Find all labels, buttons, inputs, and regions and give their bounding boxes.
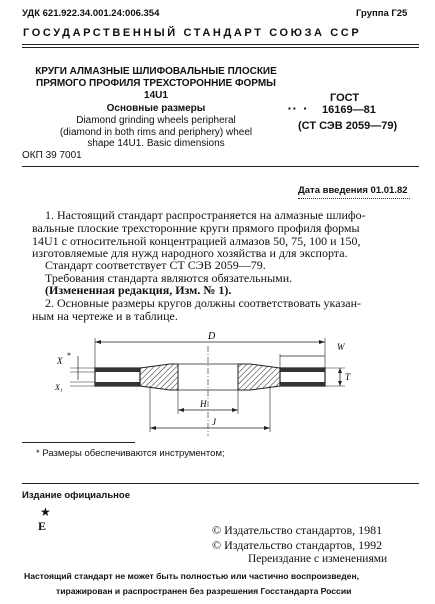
header-rule-top xyxy=(22,44,419,45)
footnote-rule xyxy=(22,442,135,443)
udk-code: УДК 621.922.34.001.24:006.354 xyxy=(22,8,160,19)
label-x1: X₁ xyxy=(55,383,63,392)
star-icon: ★ xyxy=(40,505,51,519)
copyright-1992: © Издательство стандартов, 1992 xyxy=(212,538,383,552)
gost-marks: ▪ ▪ ▪ xyxy=(288,104,307,113)
header-rule-bottom xyxy=(22,47,419,48)
official-edition: Издание официальное xyxy=(22,490,130,501)
copyright-notice-line1: Настоящий стандарт не может быть полностью или частично воспроизведен, xyxy=(24,571,360,581)
para1-line5: Стандарт соответствует СТ СЭВ 2059—79. xyxy=(45,258,266,272)
okp-rule xyxy=(22,166,419,167)
para1-line4: изготовляемые для нужд народного хозяйства и для экспорта. xyxy=(32,246,348,260)
label-t: T xyxy=(345,372,351,382)
state-standard-banner: ГОСУДАРСТВЕННЫЙ СТАНДАРТ СОЮЗА ССР xyxy=(23,27,362,39)
copyright-notice-line2: тиражирован и распространен без разрешения Госстандарта России xyxy=(56,586,352,596)
gost-number: 16169—81 xyxy=(322,104,376,116)
title-block-ru xyxy=(22,66,290,150)
label-h: H xyxy=(200,399,207,409)
footer-rule xyxy=(22,483,419,484)
okp-code: ОКП 39 7001 xyxy=(22,150,82,161)
title-ru-line1: КРУГИ АЛМАЗНЫЕ ШЛИФОВАЛЬНЫЕ ПЛОСКИЕ xyxy=(35,66,277,77)
para1-amendment: (Измененная редакция, Изм. № 1). xyxy=(45,283,232,297)
label-d: D xyxy=(208,331,216,342)
para2-line1: 2. Основные размеры кругов должны соответствовать указан- xyxy=(45,296,362,310)
sev-number: (СТ СЭВ 2059—79) xyxy=(298,120,398,132)
para1-line2: вальные плоские трехсторонние круги прямого профиля формы xyxy=(32,221,360,235)
label-x: X xyxy=(57,356,63,366)
footnote: * Размеры обеспечиваются инструментом; xyxy=(36,448,225,459)
title-ru-line3: 14U1 xyxy=(144,90,168,101)
intro-date: Дата введения 01.01.82 xyxy=(298,185,408,196)
para1-line1: 1. Настоящий стандарт распространяется на алмазные шлифо- xyxy=(45,208,366,222)
title-en-line1: Diamond grinding wheels peripheral xyxy=(76,115,236,126)
group-code: Группа Г25 xyxy=(356,8,408,19)
label-x-star: * xyxy=(67,351,71,360)
reissue-note: Переиздание с изменениями xyxy=(248,553,388,565)
wheel-drawing xyxy=(0,328,435,438)
title-ru-subtitle: Основные размеры xyxy=(106,103,206,114)
label-j: J xyxy=(212,417,216,427)
gost-label: ГОСТ xyxy=(330,92,360,104)
intro-date-underline xyxy=(298,198,410,199)
para1-line3: 14U1 с относительной концентрацией алмазов 50, 75, 100 и 150, xyxy=(32,234,361,248)
title-ru-line2: ПРЯМОГО ПРОФИЛЯ ТРЕХСТОРОННИЕ ФОРМЫ xyxy=(36,78,276,89)
title-en-line2: (diamond in both rims and periphery) wheel xyxy=(59,126,253,138)
edition-letter: Е xyxy=(38,519,47,533)
title-en-line3: shape 14U1. Basic dimensions xyxy=(87,138,225,149)
para2-line2: ным на чертеже и в таблице. xyxy=(32,309,178,323)
copyright-1981: © Издательство стандартов, 1981 xyxy=(212,523,383,537)
label-w: W xyxy=(337,342,345,352)
para1-line6: Требования стандарта являются обязательными. xyxy=(45,271,293,285)
